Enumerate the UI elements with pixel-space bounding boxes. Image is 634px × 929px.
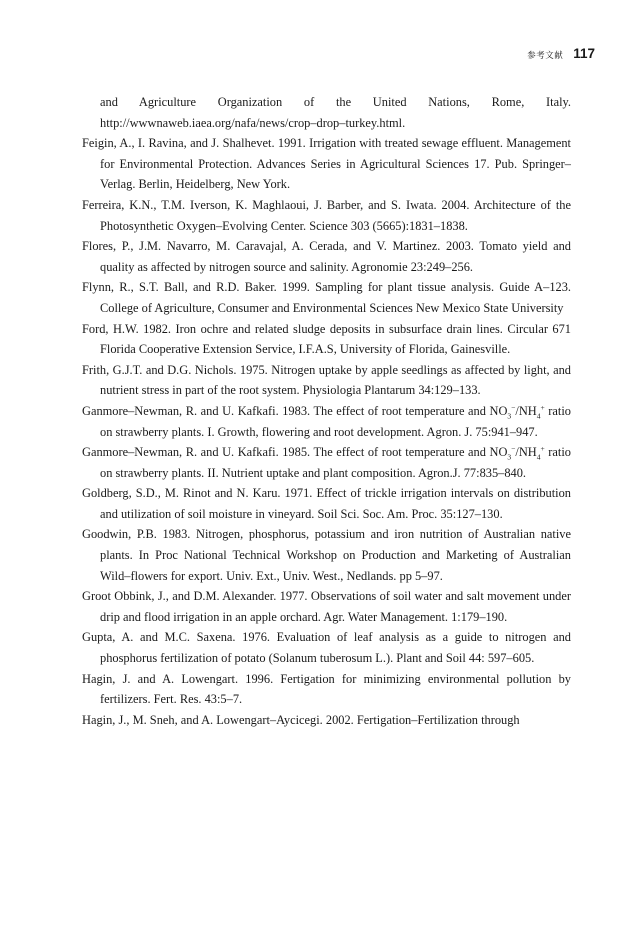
superscript: −	[511, 443, 516, 453]
superscript: +	[540, 443, 545, 453]
section-title: 参考文献	[527, 50, 564, 60]
subscript: 3	[507, 452, 512, 462]
reference-entry: Feigin, A., I. Ravina, and J. Shalhevet. 1991. Irrigation with treated sewage effluent. Management for Environmental Protection. Advances Series in Agricultural Sciences 17. Pub. Springer–Verlag. Berlin, Heidelberg, New York.	[82, 136, 571, 192]
reference-entry: Ford, H.W. 1982. Iron ochre and related sludge deposits in subsurface drain lines. Circular 671 Florida Cooperative Extension Service, I.F.A.S, University of Florida, Gainesville.	[82, 321, 571, 357]
superscript: +	[540, 402, 545, 412]
reference-entry	[82, 401, 571, 442]
page-number: 117	[573, 46, 595, 61]
reference-entry: Ferreira, K.N., T.M. Iverson, K. Maghlaoui, J. Barber, and S. Iwata. 2004. Architecture of the Photosynthetic Oxygen–Evolving Center. Science 303 (5665):1831–1838.	[82, 197, 571, 233]
reference-text: Ganmore–Newman, R. and U. Kafkafi. 1985. The effect of root temperature and NO	[82, 445, 508, 460]
reference-entry: Goodwin, P.B. 1983. Nitrogen, phosphorus, potassium and iron nutrition of Australian native plants. In Proc National Technical Workshop on Production and Marketing of Australian Wild–flowers for export. Univ. Ext., Univ. West., Nedlands. pp 5–97.	[82, 527, 571, 583]
reference-entry: Flynn, R., S.T. Ball, and R.D. Baker. 1999. Sampling for plant tissue analysis. Guide A–123. College of Agriculture, Consumer and Environmental Sciences New Mexico State University	[82, 280, 571, 315]
reference-entry: Goldberg, S.D., M. Rinot and N. Karu. 1971. Effect of trickle irrigation intervals on distribution and utilization of soil moisture in vineyard. Soil Sci. Soc. Am. Proc. 35:127–130.	[82, 486, 571, 521]
reference-entry: Gupta, A. and M.C. Saxena. 1976. Evaluation of leaf analysis as a guide to nitrogen and phosphorus fertilization of potato (Solanum tuberosum L.). Plant and Soil 44: 597–605.	[82, 630, 571, 666]
reference-text: ratio on strawberry plants. II. Nutrient uptake and plant composition. Agron.J. 77:835–840.	[100, 445, 571, 480]
reference-list	[82, 92, 571, 730]
reference-text: /NH	[515, 445, 537, 460]
reference-entry	[82, 442, 571, 483]
reference-entry: Flores, P., J.M. Navarro, M. Caravajal, A. Cerada, and V. Martinez. 2003. Tomato yield and quality as affected by nitrogen source and salinity. Agronomie 23:249–256.	[82, 239, 571, 274]
reference-entry: Frith, G.J.T. and D.G. Nichols. 1975. Nitrogen uptake by apple seedlings as affected by light, and nutrient stress in part of the root system. Physiologia Plantarum 34:129–133.	[82, 362, 571, 398]
superscript: −	[511, 402, 516, 412]
reference-text: /NH	[515, 403, 537, 418]
reference-text: ratio on strawberry plants. I. Growth, flowering and root development. Agron. J. 75:941–947.	[100, 403, 571, 439]
subscript: 4	[536, 411, 541, 421]
reference-text: Ganmore–Newman, R. and U. Kafkafi. 1983. The effect of root temperature and NO	[82, 403, 508, 418]
subscript: 4	[536, 452, 541, 462]
reference-entry: and Agriculture Organization of the United Nations, Rome, Italy. http://wwwnaweb.iaea.org/nafa/news/crop–drop–turkey.html.	[100, 95, 571, 130]
reference-entry: Hagin, J. and A. Lowengart. 1996. Fertigation for minimizing environmental pollution by fertilizers. Fert. Res. 43:5–7.	[82, 671, 571, 707]
reference-entry: Groot Obbink, J., and D.M. Alexander. 1977. Observations of soil water and salt movement under drip and flood irrigation in an apple orchard. Agr. Water Management. 1:179–190.	[82, 589, 571, 624]
reference-entry: Hagin, J., M. Sneh, and A. Lowengart–Aycicegi. 2002. Fertigation–Fertilization through	[82, 712, 520, 727]
running-header	[527, 46, 595, 68]
subscript: 3	[507, 411, 512, 421]
